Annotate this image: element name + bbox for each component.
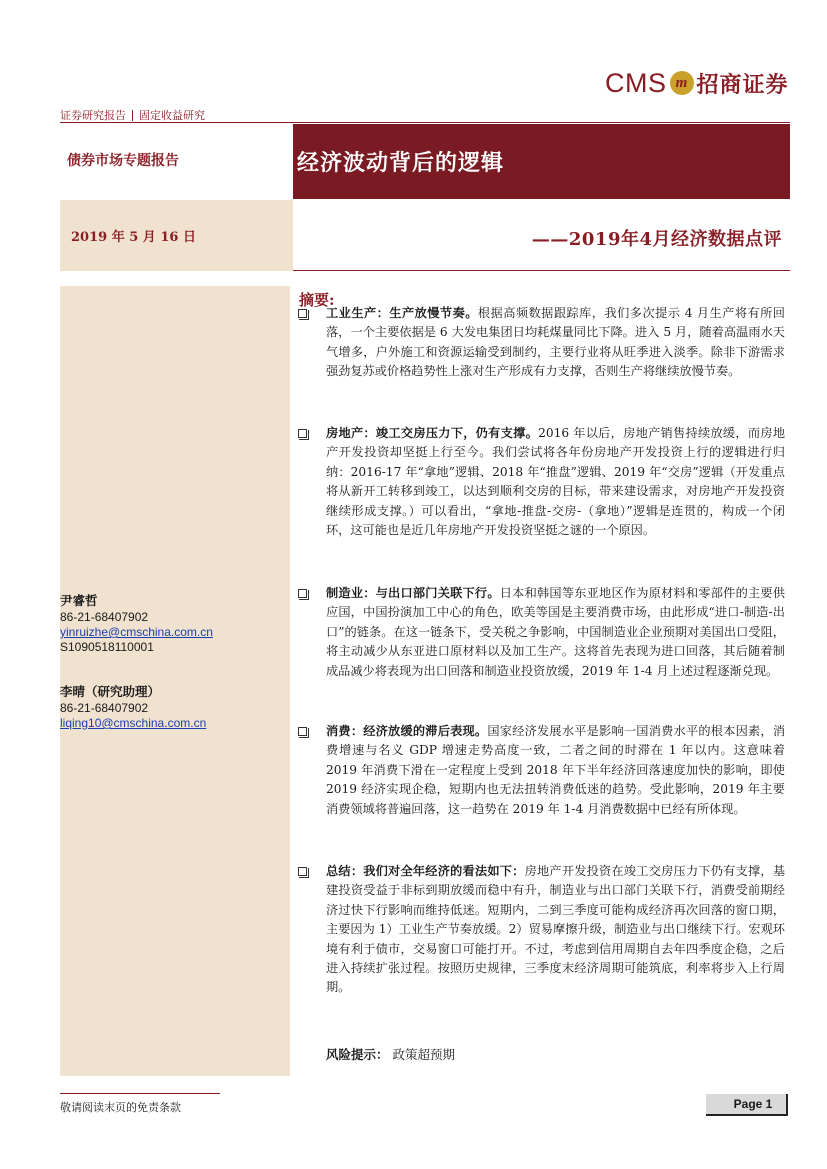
logo-mark-icon: m: [670, 71, 694, 95]
report-date: 2019 年 5 月 16 日: [71, 230, 196, 245]
breadcrumb-item-fixed-income: 固定收益研究: [139, 109, 205, 122]
checkbox-bullet-icon: [298, 867, 307, 876]
footer-divider: [60, 1093, 220, 1094]
logo-cms-text: CMS: [605, 67, 667, 98]
bullet-lead: 房地产：竣工交房压力下，仍有支撑。: [326, 426, 539, 440]
author-block: [60, 684, 206, 731]
abstract-bullet: [298, 862, 785, 998]
abstract-bullet: [298, 722, 785, 819]
bullet-text: 日本和韩国等东亚地区作为原材料和零部件的主要供应国，中国扮演加工中心的角色，欧美等国是主要消费市场，由此形成“进口-制造-出口”的链条。在这一链条下，受关税之争影响，中国制造业企业预期对美国出口受阻，将主动减少从东亚进口原材料以及加工生产。这将首先表现为进口回落，其后随着制成品减少将表现为出口回落和制造业投资放缓，2019 年 1-4 月上述过程逐渐兑现。: [326, 586, 786, 678]
page-subtitle: ——2019年4月经济数据点评: [531, 229, 782, 250]
bullet-text: 根据高频数据跟踪库，我们多次提示 4 月生产将有所回落，一个主要依据是 6 大发电集团日均耗煤量同比下降。进入 5 月，随着高温雨水天气增多，户外施工和资源运输受到制约，主要行业将从旺季进入淡季。除非下游需求强劲复苏或价格趋势性上涨对生产形成有力支撑，否则生产将继续放慢节奏。: [326, 306, 785, 379]
bullet-lead: 总结：我们对全年经济的看法如下：: [326, 864, 525, 878]
author-license: S1090518110001: [60, 640, 154, 654]
checkbox-bullet-icon: [298, 309, 307, 318]
bullet-text: 房地产开发投资在竣工交房压力下仍有支撑，基建投资受益于非标到期放缓而稳中有升，制造业与出口部门关联下行，消费受前期经济过快下行影响而维持低迷。短期内，二到三季度可能构成经济再次回落的窗口期，主要因为 1）工业生产节奏放缓。2）贸易摩擦升级，制造业与出口继续下行。宏观环境有利于债市，交易窗口可能打开。不过，考虑到信用周期自去年四季度企稳，之后进入持续扩张过程。按照历史规律，三季度末经济周期可能筑底，利率将步入上行周期。: [326, 864, 786, 995]
abstract-bullet: [298, 584, 785, 681]
logo-company-name: 招商证券: [696, 71, 789, 98]
abstract-bullet: [298, 424, 785, 540]
checkbox-bullet-icon: [298, 589, 307, 598]
author-email-link[interactable]: liqing10@cmschina.com.cn: [60, 716, 207, 730]
author-phone: 86-21-68407902: [60, 610, 149, 624]
author-name: 李晴（研究助理）: [60, 684, 161, 699]
bullet-lead: 制造业：与出口部门关联下行。: [326, 586, 500, 600]
subtitle-divider: [293, 270, 790, 271]
breadcrumb: [60, 107, 205, 123]
author-sidebar: [60, 286, 290, 1076]
abstract-bullet: [298, 304, 785, 382]
bullet-text: 国家经济发展水平是影响一国消费水平的根本因素，消费增速与名义 GDP 增速走势高度一致，二者之间的时滞在 1 年以内。这意味着 2019 年消费下滑在一定程度上受到 2018 年下半年经济回落速度加快的影响，即使 2019 经济实现企稳，短期内也无法扭转消费低迷的趋势。受此影响，2019 年主要消费领域将普遍回落，这一趋势在 2019 年 1-4 月消费数据中已经有所体现。: [326, 724, 786, 816]
bullet-text: 2016 年以后，房地产销售持续放缓，而房地产开发投资却坚挺上行至今。我们尝试将各年份房地产开发投资上行的逻辑进行归纳：2016-17 年“拿地”逻辑、2018 年“推盘”逻辑、2019 年“交房”逻辑（开发重点将从新开工转移到竣工，以达到顺利交房的目标，带来建设需求，对房地产开发投资继续形成支撑。）可以看出，“拿地-推盘-交房-（拿地）”逻辑是连贯的，构成一个闭环，这可能也是近几年房地产开发投资坚挺之谜的一个原因。: [326, 426, 786, 538]
bullet-lead: 工业生产：生产放慢节奏。: [326, 306, 478, 320]
risk-label: 风险提示：: [326, 1047, 389, 1062]
page-title: 经济波动背后的逻辑: [297, 150, 505, 176]
author-phone: 86-21-68407902: [60, 701, 149, 715]
page-number: Page 1: [706, 1094, 788, 1116]
footer-disclaimer: 敬请阅读末页的免责条款: [60, 1101, 181, 1114]
cms-logo: [605, 66, 789, 100]
author-name: 尹睿哲: [60, 593, 98, 608]
breadcrumb-item-research-report: 证券研究报告: [60, 109, 126, 122]
report-type: 债券市场专题报告: [67, 153, 179, 169]
risk-text: 政策超预期: [392, 1047, 456, 1062]
abstract-heading: 摘要:: [299, 291, 335, 309]
author-block: [60, 593, 213, 655]
checkbox-bullet-icon: [298, 429, 307, 438]
author-email-link[interactable]: yinruizhe@cmschina.com.cn: [60, 625, 213, 639]
bullet-lead: 消费：经济放缓的滞后表现。: [326, 724, 488, 738]
header-divider: [60, 122, 790, 123]
risk-warning: [326, 1045, 455, 1063]
checkbox-bullet-icon: [298, 727, 307, 736]
breadcrumb-separator: [132, 110, 133, 121]
